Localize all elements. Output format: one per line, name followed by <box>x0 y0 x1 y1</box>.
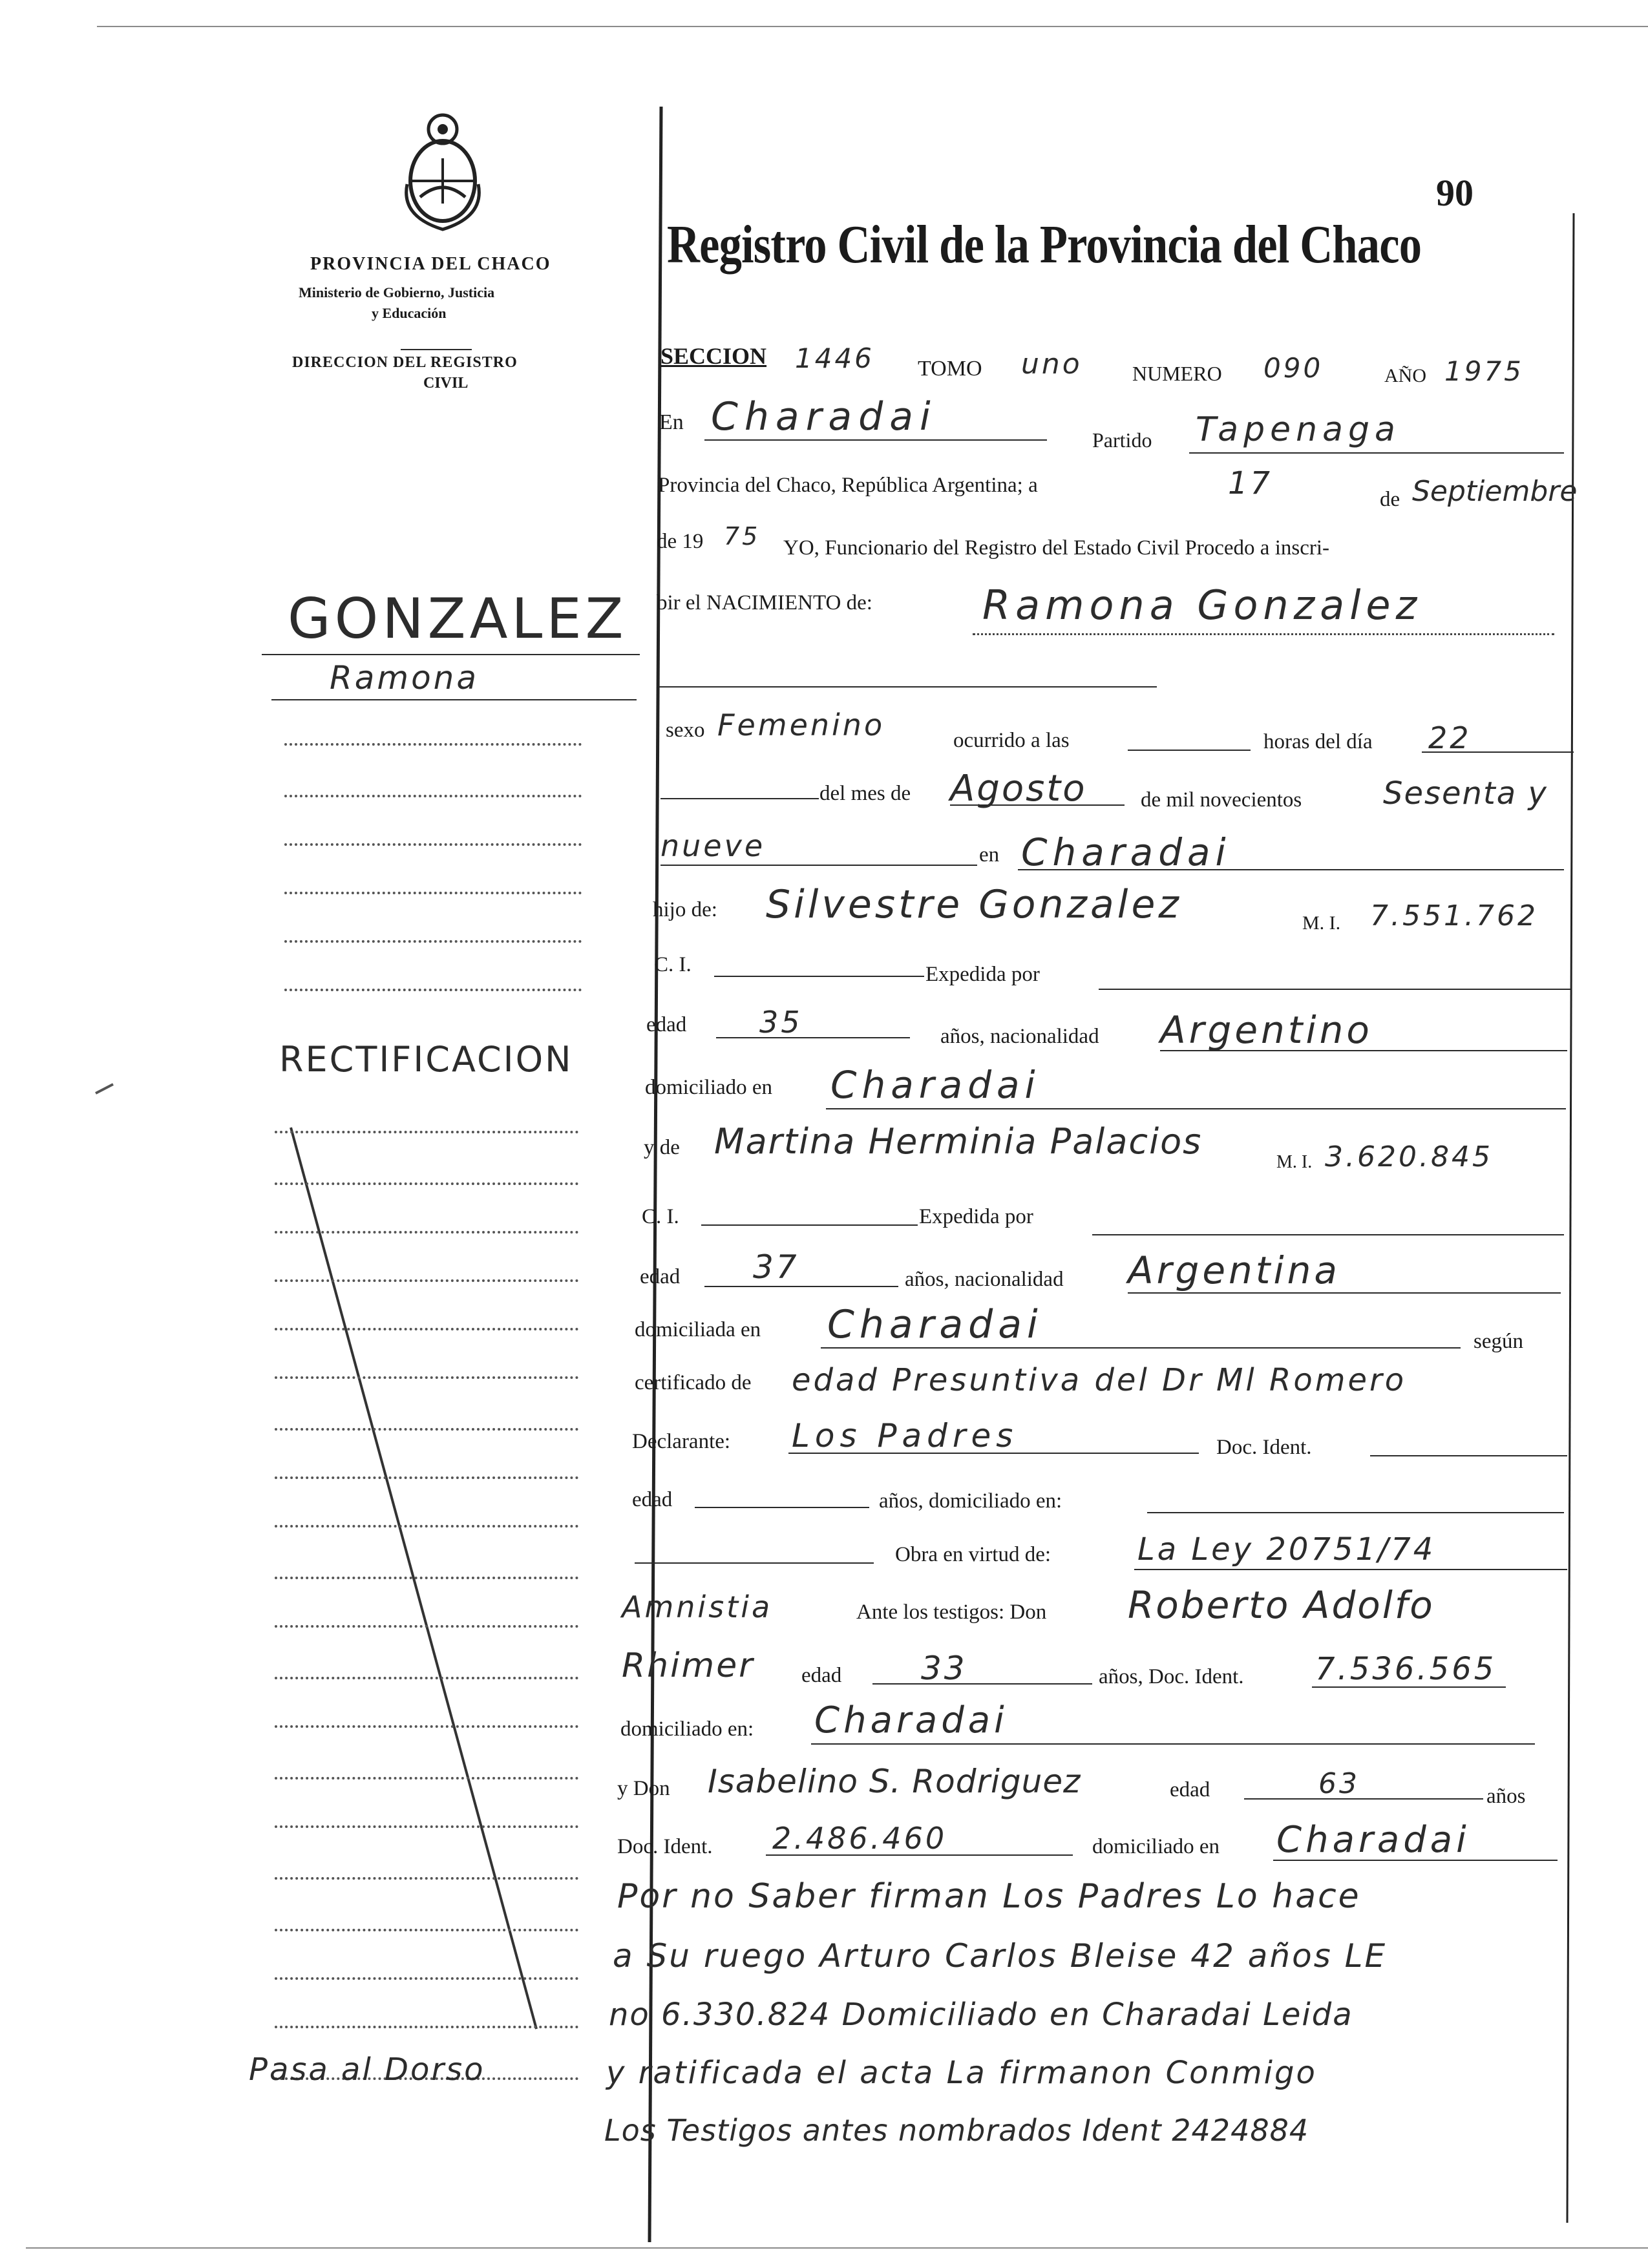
label-testigo2-anios: años <box>1486 1785 1526 1808</box>
label-tomo: TOMO <box>918 357 982 381</box>
value-testigo1-b: Rhimer <box>622 1646 755 1685</box>
line-madre-dom <box>821 1347 1461 1349</box>
margin-dotted-line <box>275 1977 578 1980</box>
value-nombre: Ramona Gonzalez <box>982 582 1422 629</box>
line-ley <box>1134 1569 1567 1570</box>
label-testigo1-dom: domiciliado en: <box>620 1717 754 1741</box>
line-mes-prefix <box>660 798 819 799</box>
label-mil-novecientos: de mil novecientos <box>1141 788 1302 812</box>
label-madre-mi: M. I. <box>1276 1152 1313 1172</box>
page-number: 90 <box>1436 172 1474 214</box>
label-madre-dom: domiciliada en <box>635 1318 761 1341</box>
line-testigo2-dom <box>1273 1860 1558 1861</box>
margin-dotted-line <box>275 1825 578 1828</box>
label-anio: AÑO <box>1384 365 1426 386</box>
value-testigo2-dom: Charadai <box>1276 1819 1470 1861</box>
margin-dotted-line <box>275 1428 578 1431</box>
value-testigo1-dom: Charadai <box>814 1699 1008 1741</box>
value-dia-nac: 22 <box>1428 720 1472 755</box>
label-declarante-anios-domic: años, domiciliado en: <box>879 1489 1062 1513</box>
line-padre-edad <box>716 1037 910 1038</box>
line-madre-expedida <box>1092 1234 1564 1235</box>
label-padre-ci: C. I. <box>654 953 692 976</box>
line-madre-edad <box>704 1286 898 1287</box>
line-declarante-doc <box>1370 1455 1567 1456</box>
value-lugar: Charadai <box>711 394 937 439</box>
value-declarante: Los Padres <box>792 1417 1019 1454</box>
margin-dotted-line <box>275 1328 578 1330</box>
value-padre-edad: 35 <box>759 1005 803 1040</box>
label-y-de: y de <box>644 1136 680 1159</box>
margin-dotted-line <box>275 1525 578 1528</box>
value-testigo2: Isabelino S. Rodriguez <box>708 1763 1081 1800</box>
value-madre-nac: Argentina <box>1128 1248 1340 1292</box>
label-padre-anios-nac: años, nacionalidad <box>940 1025 1099 1048</box>
line-horas <box>1128 750 1251 751</box>
label-madre-edad: edad <box>640 1265 681 1288</box>
value-dia-inscripcion: 17 <box>1228 465 1273 501</box>
margin-dotted-line <box>284 743 582 746</box>
label-numero: NUMERO <box>1132 362 1222 385</box>
label-del-mes: del mes de <box>819 782 911 805</box>
value-padre-dom: Charadai <box>830 1063 1041 1107</box>
value-numero: 090 <box>1263 352 1324 384</box>
margin-dotted-line <box>275 1777 578 1780</box>
line-testigo1-doc <box>1312 1686 1506 1688</box>
margin-dotted-line <box>275 1725 578 1728</box>
value-madre-edad: 37 <box>753 1248 799 1286</box>
margin-dotted-line <box>275 1279 578 1282</box>
margin-dotted-line <box>275 2026 578 2028</box>
margin-dotted-line <box>275 1677 578 1679</box>
margin-dotted-line <box>275 1231 578 1234</box>
label-madre-ci: C. I. <box>642 1205 679 1228</box>
direction-rule <box>401 349 472 350</box>
label-y-don: y Don <box>617 1777 670 1800</box>
line-nombre-continued <box>659 686 1157 688</box>
label-declarante-edad: edad <box>632 1488 673 1511</box>
line-testigo2-doc <box>766 1854 1073 1856</box>
line-padre-nac <box>1160 1050 1567 1051</box>
label-declarante-doc: Doc. Ident. <box>1216 1436 1312 1459</box>
label-padre-edad: edad <box>646 1013 687 1036</box>
value-anio: 1975 <box>1444 355 1524 387</box>
value-amnistia: Amnistia <box>622 1590 773 1624</box>
label-testigo2-edad: edad <box>1170 1778 1210 1801</box>
line-anio-nac-2 <box>660 865 977 866</box>
label-padre-expedida: Expedida por <box>925 963 1040 986</box>
value-sexo: Femenino <box>717 708 885 742</box>
margin-dotted-line <box>284 795 582 797</box>
label-ocurrido: ocurrido a las <box>953 729 1070 752</box>
margin-surname-rule <box>262 654 640 655</box>
note-line-5: Los Testigos antes nombrados Ident 2424884 <box>604 2113 1309 2148</box>
value-lugar-nac: Charadai <box>1021 830 1231 874</box>
margin-dotted-line <box>284 940 582 943</box>
value-madre-mi: 3.620.845 <box>1325 1140 1493 1173</box>
label-testigo1-edad: edad <box>801 1664 842 1687</box>
line-padre-expedida <box>1099 989 1570 990</box>
margin-dotted-line <box>284 989 582 991</box>
page-title: Registro Civil de la Provincia del Chaco <box>667 215 1422 275</box>
note-line-1: Por no Saber firman Los Padres Lo hace <box>617 1877 1361 1916</box>
value-anio-nac-1: Sesenta y <box>1383 775 1548 812</box>
note-line-4: y ratificada el acta La firmanon Conmigo <box>606 2055 1317 2091</box>
value-testigo1-edad: 33 <box>921 1650 967 1687</box>
value-seccion: 1446 <box>795 342 874 374</box>
line-testigo1-edad <box>872 1683 1092 1685</box>
value-madre-dom: Charadai <box>827 1302 1043 1347</box>
line-nombre <box>973 633 1554 635</box>
label-madre-anios-nac: años, nacionalidad <box>905 1268 1064 1291</box>
line-testigo2-edad <box>1244 1798 1483 1800</box>
label-padre-mi: M. I. <box>1302 912 1341 934</box>
margin-dotted-line <box>275 1929 578 1931</box>
line-padre-ci <box>714 976 924 977</box>
registration-mark <box>96 1084 113 1093</box>
label-partido: Partido <box>1092 428 1152 452</box>
value-testigo2-edad: 63 <box>1318 1767 1360 1800</box>
value-ley: La Ley 20751/74 <box>1137 1531 1436 1568</box>
line-lugar-nac <box>1018 869 1564 870</box>
margin-dotted-line <box>275 1182 578 1185</box>
label-testigo2-doc: Doc. Ident. <box>617 1835 713 1858</box>
line-testigo1-dom <box>811 1743 1535 1745</box>
coat-of-arms-emblem <box>394 107 491 236</box>
margin-given-name: Ramona <box>330 659 480 697</box>
province-header: PROVINCIA DEL CHACO <box>310 254 551 274</box>
value-certificado: edad Presuntiva del Dr Ml Romero <box>792 1362 1407 1398</box>
note-line-3: no 6.330.824 Domiciliado en Charadai Leida <box>609 1997 1353 2033</box>
margin-dotted-line <box>284 892 582 894</box>
label-en: En <box>659 410 684 434</box>
direction-line1: DIRECCION DEL REGISTRO <box>292 354 518 371</box>
value-testigo2-doc: 2.486.460 <box>772 1821 947 1856</box>
value-padre-mi: 7.551.762 <box>1370 899 1538 932</box>
margin-pasa-al-dorso: Pasa al Dorso <box>249 2052 485 2088</box>
margin-dotted-line <box>275 1577 578 1579</box>
value-padre: Silvestre Gonzalez <box>766 882 1182 927</box>
line-partido <box>1189 452 1564 454</box>
note-line-2: a Su ruego Arturo Carlos Bleise 42 años LE <box>613 1937 1388 1975</box>
right-edge-line <box>1567 213 1574 2223</box>
label-testigos: Ante los testigos: Don <box>856 1601 1047 1624</box>
line-madre-nac <box>1128 1292 1561 1294</box>
margin-dotted-line <box>275 1625 578 1628</box>
value-tomo: uno <box>1021 348 1083 381</box>
label-de: de <box>1380 488 1400 511</box>
value-madre: Martina Herminia Palacios <box>714 1121 1203 1162</box>
label-obra: Obra en virtud de: <box>895 1543 1051 1566</box>
line-obra-prefix <box>635 1562 874 1564</box>
margin-surname: GONZALEZ <box>288 587 628 651</box>
margin-dotted-line <box>275 1476 578 1479</box>
margin-dotted-line <box>275 1877 578 1880</box>
value-mes-inscripcion: Septiembre <box>1412 475 1578 508</box>
value-padre-nac: Argentino <box>1160 1008 1373 1052</box>
value-testigo1-a: Roberto Adolfo <box>1128 1583 1435 1627</box>
label-sexo: sexo <box>666 719 705 742</box>
label-provincia: Provincia del Chaco, República Argentina; a <box>658 474 1038 497</box>
line-declarante-domic <box>1147 1512 1564 1513</box>
label-seccion: SECCION <box>660 343 767 369</box>
value-anio-nac-2: nueve <box>660 828 766 863</box>
label-en-lugar-nac: en <box>979 843 1000 866</box>
margin-given-name-rule <box>271 699 637 700</box>
label-yo-text: YO, Funcionario del Registro del Estado Civil Procedo a inscri- <box>783 536 1330 560</box>
line-lugar <box>704 439 1047 441</box>
margin-dotted-line <box>275 1376 578 1379</box>
label-segun: según <box>1474 1330 1523 1353</box>
line-madre-ci <box>701 1224 918 1226</box>
label-declarante: Declarante: <box>632 1430 731 1453</box>
line-mes-nac <box>950 804 1125 806</box>
margin-rectificacion: RECTIFICACION <box>279 1039 573 1080</box>
line-dia-nac <box>1422 751 1574 753</box>
label-de-year: de 19 <box>657 530 704 553</box>
label-horas-dia: horas del día <box>1263 730 1373 753</box>
label-madre-expedida: Expedida por <box>919 1205 1033 1228</box>
value-partido: Tapenaga <box>1196 410 1400 449</box>
label-testigo1-anios-doc: años, Doc. Ident. <box>1099 1665 1244 1688</box>
direction-line2: CIVIL <box>423 375 469 392</box>
margin-dotted-line <box>284 843 582 846</box>
margin-dotted-line <box>275 1131 578 1133</box>
value-mes-nac: Agosto <box>950 768 1087 810</box>
label-testigo2-dom: domiciliado en <box>1092 1835 1220 1858</box>
label-birth: bir el NACIMIENTO de: <box>657 591 872 614</box>
label-certificado: certificado de <box>635 1371 752 1394</box>
label-hijo-de: hijo de: <box>653 898 717 921</box>
line-declarante <box>788 1453 1199 1454</box>
ministry-line2: y Educación <box>372 305 447 321</box>
line-padre-dom <box>826 1108 1566 1109</box>
label-padre-dom: domiciliado en <box>645 1076 773 1099</box>
value-year-suffix: 75 <box>724 522 761 551</box>
line-declarante-edad <box>695 1507 869 1508</box>
ministry-line1: Ministerio de Gobierno, Justicia <box>299 284 495 300</box>
value-testigo1-doc: 7.536.565 <box>1315 1651 1497 1687</box>
